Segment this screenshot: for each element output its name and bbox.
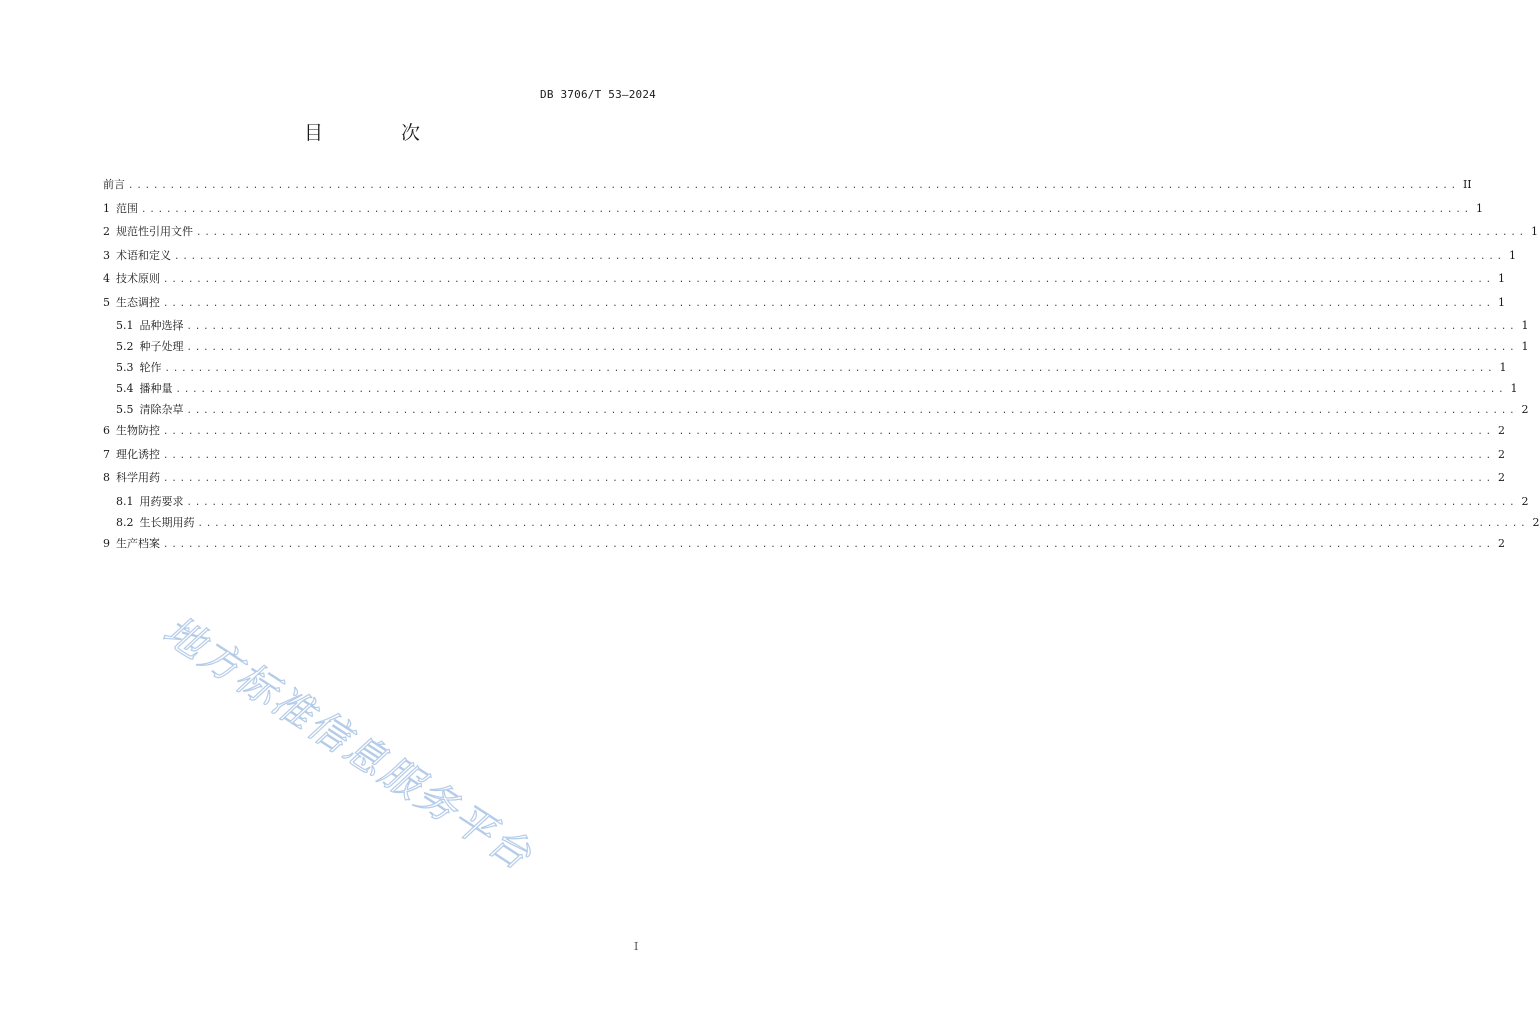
toc-leader-dots: ................................................................................................................................................................: [163, 298, 1494, 309]
toc-entry[interactable]: [103, 223, 1538, 247]
toc-entry-page: 1: [1521, 319, 1529, 332]
toc-entry-page: 1: [1508, 248, 1516, 262]
toc-leader-dots: ................................................................................................................................................................: [163, 474, 1494, 484]
toc-entry-label: 种子处理: [139, 340, 184, 353]
toc-entry-page: 2: [1497, 424, 1505, 437]
toc-entry[interactable]: [103, 270, 1505, 294]
toc-leader-dots: ................................................................................................................................................................: [163, 427, 1494, 437]
toc-entry-number: 1: [103, 201, 110, 215]
toc-entry-label: 用药要求: [139, 494, 184, 508]
toc-entry[interactable]: [103, 535, 1505, 559]
toc-leader-dots: ................................................................................................................................................................: [141, 204, 1472, 215]
toc-leader-dots: ................................................................................................................................................................: [186, 343, 1518, 353]
toc-entry-label: 生产档案: [116, 536, 160, 550]
toc-leader-dots: ................................................................................................................................................................: [163, 450, 1494, 461]
toc-entry-label: 技术原则: [116, 272, 160, 285]
toc-entry-number: 4: [103, 272, 110, 285]
toc-list: [103, 176, 1539, 558]
toc-entry-label: 品种选择: [139, 319, 184, 332]
toc-entry-page: 2: [1521, 403, 1529, 416]
toc-entry-number: 5: [103, 295, 110, 309]
toc-entry-number: 9: [103, 536, 110, 550]
toc-entry-label: 理化诱控: [116, 447, 160, 461]
toc-entry-page: 2: [1521, 494, 1529, 508]
toc-entry[interactable]: [103, 317, 1529, 338]
toc-entry-label: 规范性引用文件: [116, 225, 193, 238]
toc-entry-page: 1: [1521, 340, 1529, 353]
toc-leader-dots: ................................................................................................................................................................: [174, 251, 1505, 262]
toc-entry[interactable]: [103, 338, 1529, 359]
toc-leader-dots: ................................................................................................................................................................: [128, 181, 1459, 191]
toc-entry-number: 5.5: [116, 403, 134, 416]
toc-entry-page: 2: [1497, 471, 1505, 484]
toc-entry-number: 5.4: [116, 382, 134, 395]
toc-leader-dots: ................................................................................................................................................................: [186, 406, 1518, 416]
toc-entry-number: 8.1: [116, 494, 134, 508]
toc-entry-label: 术语和定义: [116, 248, 171, 262]
toc-entry[interactable]: [103, 401, 1529, 422]
toc-entry-number: 5.2: [116, 340, 134, 353]
toc-entry-label: 清除杂草: [139, 403, 184, 416]
toc-entry-page: 2: [1532, 515, 1539, 529]
toc-entry-page: 1: [1510, 382, 1518, 395]
toc-entry-page: 1: [1530, 225, 1538, 238]
toc-entry[interactable]: [103, 446, 1505, 470]
toc-entry-page: 2: [1497, 447, 1505, 461]
toc-entry-page: 1: [1499, 361, 1507, 374]
toc-entry-label: 轮作: [139, 361, 162, 374]
toc-entry-number: 8.2: [116, 515, 134, 529]
toc-entry-label: 范围: [116, 201, 138, 215]
toc-entry-number: 5.1: [116, 319, 134, 332]
toc-entry-label: 播种量: [139, 382, 173, 395]
toc-leader-dots: ................................................................................................................................................................: [197, 518, 1529, 529]
toc-title: 目 次: [303, 122, 457, 144]
watermark: 地方标准信息服务平台: [155, 607, 541, 881]
toc-entry[interactable]: [103, 493, 1529, 514]
toc-leader-dots: ................................................................................................................................................................: [164, 364, 1496, 374]
toc-entry-page: 1: [1497, 272, 1505, 285]
toc-entry[interactable]: [103, 422, 1505, 446]
toc-entry[interactable]: [103, 294, 1505, 318]
toc-entry-page: 2: [1497, 536, 1505, 550]
doc-code: DB 3706/T 53—2024: [540, 88, 656, 101]
toc-entry[interactable]: [103, 200, 1483, 224]
toc-entry[interactable]: [103, 380, 1518, 401]
toc-entry-label: 前言: [103, 178, 125, 191]
toc-entry-number: 6: [103, 424, 110, 437]
toc-entry-number: 8: [103, 471, 110, 484]
toc-entry-number: 2: [103, 225, 110, 238]
toc-entry-number: 3: [103, 248, 110, 262]
toc-entry[interactable]: [103, 359, 1507, 380]
toc-leader-dots: ................................................................................................................................................................: [186, 497, 1518, 508]
toc-entry-label: 生物防控: [116, 424, 160, 437]
toc-entry-label: 生长期用药: [139, 515, 195, 529]
toc-leader-dots: ................................................................................................................................................................: [196, 228, 1527, 238]
toc-leader-dots: ................................................................................................................................................................: [163, 275, 1494, 285]
toc-entry-label: 生态调控: [116, 295, 160, 309]
toc-entry[interactable]: [103, 469, 1505, 493]
toc-leader-dots: ................................................................................................................................................................: [163, 539, 1494, 550]
toc-entry-label: 科学用药: [116, 471, 160, 484]
toc-leader-dots: ................................................................................................................................................................: [186, 322, 1518, 332]
toc-entry-number: 5.3: [116, 361, 134, 374]
toc-entry[interactable]: [103, 176, 1472, 200]
toc-entry-page: 1: [1475, 201, 1483, 215]
toc-entry-page: 1: [1497, 295, 1505, 309]
page-number: I: [634, 940, 639, 953]
toc-entry[interactable]: [103, 247, 1516, 271]
toc-entry-number: 7: [103, 447, 110, 461]
toc-entry[interactable]: [103, 514, 1539, 535]
toc-entry-page: II: [1462, 178, 1472, 191]
toc-leader-dots: ................................................................................................................................................................: [175, 385, 1507, 395]
